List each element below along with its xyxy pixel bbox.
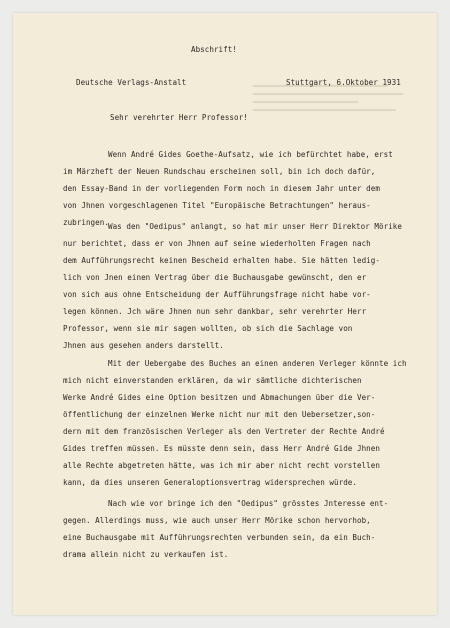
body-line: Jhnen aus gesehen anders darstellt. xyxy=(63,341,224,350)
body-line: alle Rechte abgetreten hätte, was ich mir aber nicht recht vorstellen xyxy=(63,461,380,470)
body-line: von sich aus ohne Entscheidung der Aufführungsfrage nicht habe vor- xyxy=(63,290,371,299)
body-line: Professor, wenn sie mir sagen wollten, ob sich die Sachlage von xyxy=(63,324,353,333)
body-line: Gides treffen müssen. Es müsste denn sein, dass Herr André Gide Jhnen xyxy=(63,444,380,453)
body-line: öffentlichung der einzelnen Werke nicht nur mit den Uebersetzer,son- xyxy=(63,410,376,419)
body-line: den Essay-Band in der vorliegenden Form noch in diesem Jahr unter dem xyxy=(63,184,380,193)
body-line: Mit der Uebergabe des Buches an einen anderen Verleger könnte ich xyxy=(108,359,407,368)
body-line: Werke André Gides eine Option besitzen und Abmachungen über die Ver- xyxy=(63,393,376,402)
body-line: nur berichtet, dass er von Jhnen auf seine wiederholten Fragen nach xyxy=(63,239,371,248)
body-line: Wenn André Gides Goethe-Aufsatz, wie ich befürchtet habe, erst xyxy=(108,150,393,159)
body-line: Was den "Oedipus" anlangt, so hat mir unser Herr Direktor Mörike xyxy=(108,222,402,231)
salutation: Sehr verehrter Herr Professor! xyxy=(110,113,248,122)
body-line: dem Aufführungsrecht keinen Bescheid erhalten habe. Sie hätten ledig- xyxy=(63,256,380,265)
document-heading: Abschrift! xyxy=(191,45,237,54)
body-line: dern mit dem französischen Verleger als den Vertreter der Rechte André xyxy=(63,427,385,436)
body-line: im Märzheft der Neuen Rundschau erscheinen soll, bin ich doch dafür, xyxy=(63,167,376,176)
body-line: legen können. Jch wäre Jhnen nun sehr dankbar, sehr verehrter Herr xyxy=(63,307,367,316)
body-line: von Jhnen vorgeschlagenen Titel "Europäische Betrachtungen" heraus- xyxy=(63,201,371,210)
body-line: zubringen. xyxy=(63,218,109,227)
body-line: drama allein nicht zu verkaufen ist. xyxy=(63,550,229,559)
body-line: Nach wie vor bringe ich den "Oedipus" grösstes Jnteresse ent- xyxy=(108,499,389,508)
body-line: eine Buchausgabe mit Aufführungsrechten verbunden sein, da ein Buch- xyxy=(63,533,376,542)
body-line: kann, da dies unseren Generaloptionsvertrag widersprechen würde. xyxy=(63,478,357,487)
body-line: lich von Jnen einen Vertrag über die Buchausgabe gewünscht, den er xyxy=(63,273,367,282)
sender-name: Deutsche Verlags-Anstalt xyxy=(76,78,187,87)
body-line: gegen. Allerdings muss, wie auch unser Herr Mörike schon hervorhob, xyxy=(63,516,371,525)
letter-date: Stuttgart, 6.Oktober 1931 xyxy=(286,78,401,87)
body-line: mich nicht einverstanden erklären, da wir sämtliche dichterischen xyxy=(63,376,362,385)
